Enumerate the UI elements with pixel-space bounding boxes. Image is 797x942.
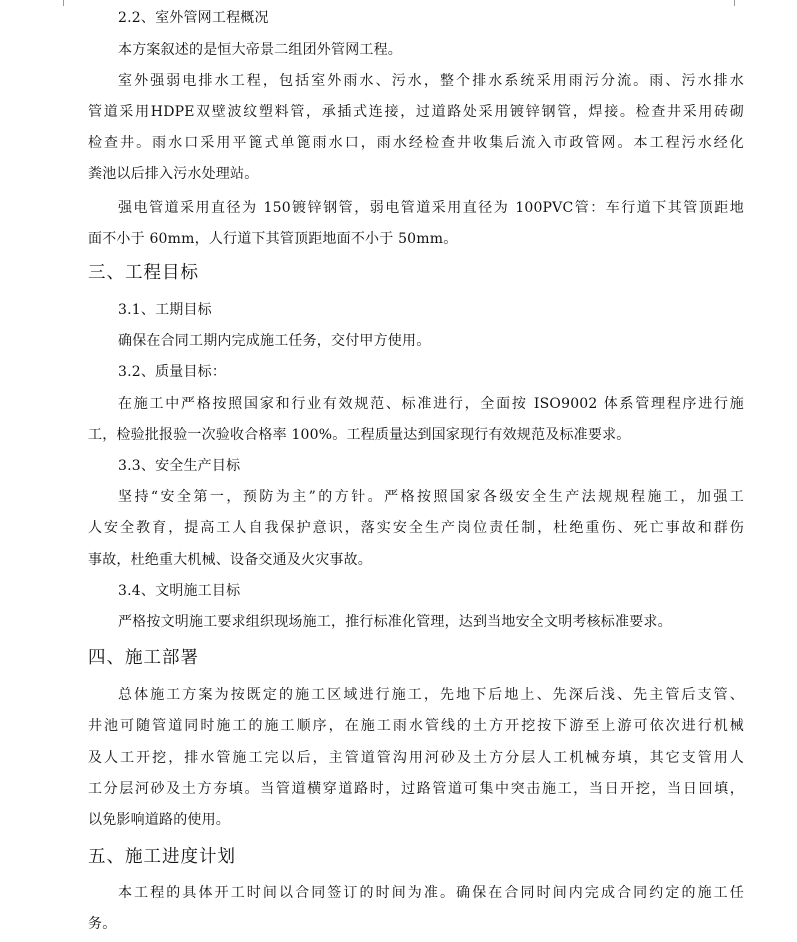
- paragraph-line: 总体施工方案为按既定的施工区域进行施工，先地下后地上、先深后浅、先主管后支管、: [118, 687, 744, 703]
- paragraph-line: 在施工中严格按照国家和行业有效规范、标准进行，全面按 ISO9002 体系管理程序进行施: [118, 396, 744, 412]
- paragraph-line: 人安全教育，提高工人自我保护意识，落实安全生产岗位责任制，杜绝重伤、死亡事故和群伤: [88, 520, 744, 536]
- section-3-2-title: 3.2、质量目标：: [118, 364, 227, 380]
- section-3-4-title: 3.4、文明施工目标: [118, 583, 241, 599]
- paragraph-line: 本方案叙述的是恒大帝景二组团外管网工程。: [118, 42, 402, 58]
- paragraph-line: 粪池以后排入污水处理站。: [88, 166, 259, 182]
- paragraph-line: 室外强弱电排水工程，包括室外雨水、污水，整个排水系统采用雨污分流。雨、污水排水: [118, 73, 744, 89]
- paragraph-line: 检查井。雨水口采用平篦式单篦雨水口，雨水经检查井收集后流入市政管网。本工程污水经化: [88, 135, 744, 151]
- paragraph-line: 工，检验批报验一次验收合格率 100%。工程质量达到国家现行有效规范及标准要求。: [88, 427, 631, 443]
- paragraph-line: 坚持“安全第一，预防为主”的方针。严格按照国家各级安全生产法规规程施工，加强工: [118, 489, 744, 505]
- paragraph-line: 管道采用HDPE双壁波纹塑料管，承插式连接，过道路处采用镀锌钢管，焊接。检查井采用砖砌: [88, 104, 744, 120]
- section-3-1-title: 3.1、工期目标: [118, 302, 212, 318]
- section-3-3-title: 3.3、安全生产目标: [118, 458, 241, 474]
- paragraph-line: 确保在合同工期内完成施工任务，交付甲方使用。: [118, 333, 431, 349]
- page-corner-mark-right: [734, 0, 735, 6]
- paragraph-line: 事故，杜绝重大机械、设备交通及火灾事故。: [88, 552, 372, 568]
- paragraph-line: 面不小于 60mm，人行道下其管顶距地面不小于 50mm。: [88, 231, 458, 247]
- heading-section-4: 四、施工部署: [88, 648, 199, 668]
- heading-section-3: 三、工程目标: [88, 263, 199, 283]
- paragraph-line: 以免影响道路的使用。: [88, 812, 230, 828]
- paragraph-line: 及人工开挖，排水管施工完以后，主管道管沟用河砂及土方分层人工机械夯填，其它支管用人: [88, 750, 744, 766]
- paragraph-line: 井池可随管道同时施工的施工顺序，在施工雨水管线的土方开挖按下游至上游可依次进行机械: [88, 718, 744, 734]
- paragraph-line: 严格按文明施工要求组织现场施工，推行标准化管理，达到当地安全文明考核标准要求。: [118, 614, 672, 630]
- paragraph-line: 工分层河砂及土方夯填。当管道横穿道路时，过路管道可集中突击施工，当日开挖，当日回填，: [88, 781, 744, 797]
- section-2-2-title: 2.2、室外管网工程概况: [118, 10, 269, 26]
- paragraph-line: 强电管道采用直径为 150镀锌钢管，弱电管道采用直径为 100PVC管：车行道下其管顶距地: [118, 200, 744, 216]
- paragraph-line: 务。: [88, 916, 117, 932]
- paragraph-line: 本工程的具体开工时间以合同签订的时间为准。确保在合同时间内完成合同约定的施工任: [118, 885, 744, 901]
- page-corner-mark-left: [63, 0, 64, 6]
- heading-section-5: 五、施工进度计划: [88, 847, 236, 867]
